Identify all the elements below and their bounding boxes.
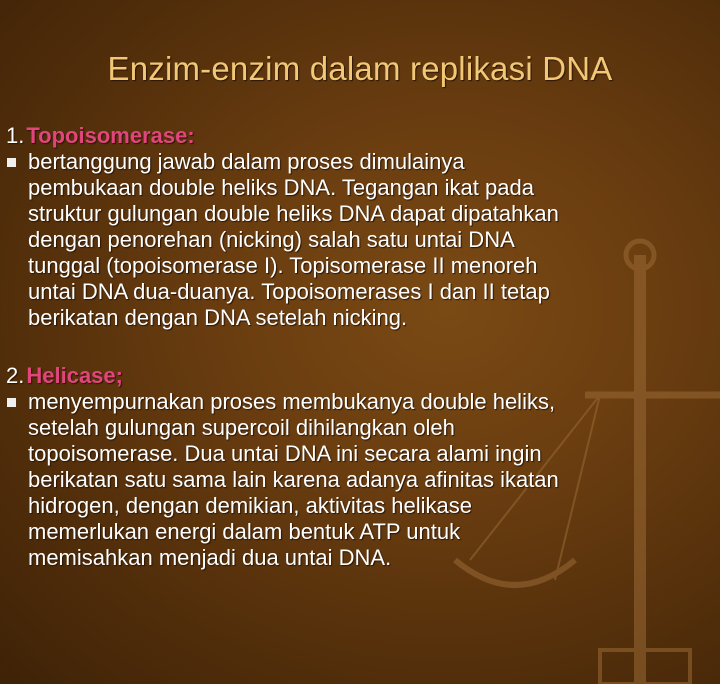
section-topoisomerase: [6, 123, 716, 331]
square-bullet-icon: [7, 158, 16, 167]
slide-body: [6, 123, 716, 571]
bullet-text: bertanggung jawab dalam proses dimulainya pembukaan double heliks DNA. Tegangan ikat pada struktur gulungan double heliks DNA dapat dipatahkan dengan penorehan (nicking) salah satu untai DNA tunggal (topoisomerase I). Topisomerase II menoreh untai DNA dua-duanya. Topoisomerases I dan II tetap berikatan dengan DNA setelah nicking.: [28, 149, 559, 330]
section-heading: [6, 363, 716, 389]
section-helicase: [6, 363, 716, 571]
section-number: 2.: [6, 363, 25, 388]
bullet-item: [6, 389, 716, 571]
section-heading: [6, 123, 716, 149]
slide-title: Enzim-enzim dalam replikasi DNA: [107, 50, 613, 87]
section-number: 1.: [6, 123, 25, 148]
section-keyword: Topoisomerase:: [26, 123, 195, 148]
square-bullet-icon: [7, 398, 16, 407]
section-keyword: Helicase;: [26, 363, 123, 388]
bullet-text: menyempurnakan proses membukanya double heliks, setelah gulungan supercoil dihilangkan oleh topoisomerase. Dua untai DNA ini secara alami ingin berikatan satu sama lain karena adanya afinitas ikatan hidrogen, dengan demikian, aktivitas helikase memerlukan energi dalam bentuk ATP untuk memisahkan menjadi dua untai DNA.: [28, 389, 559, 570]
bullet-item: [6, 149, 716, 331]
